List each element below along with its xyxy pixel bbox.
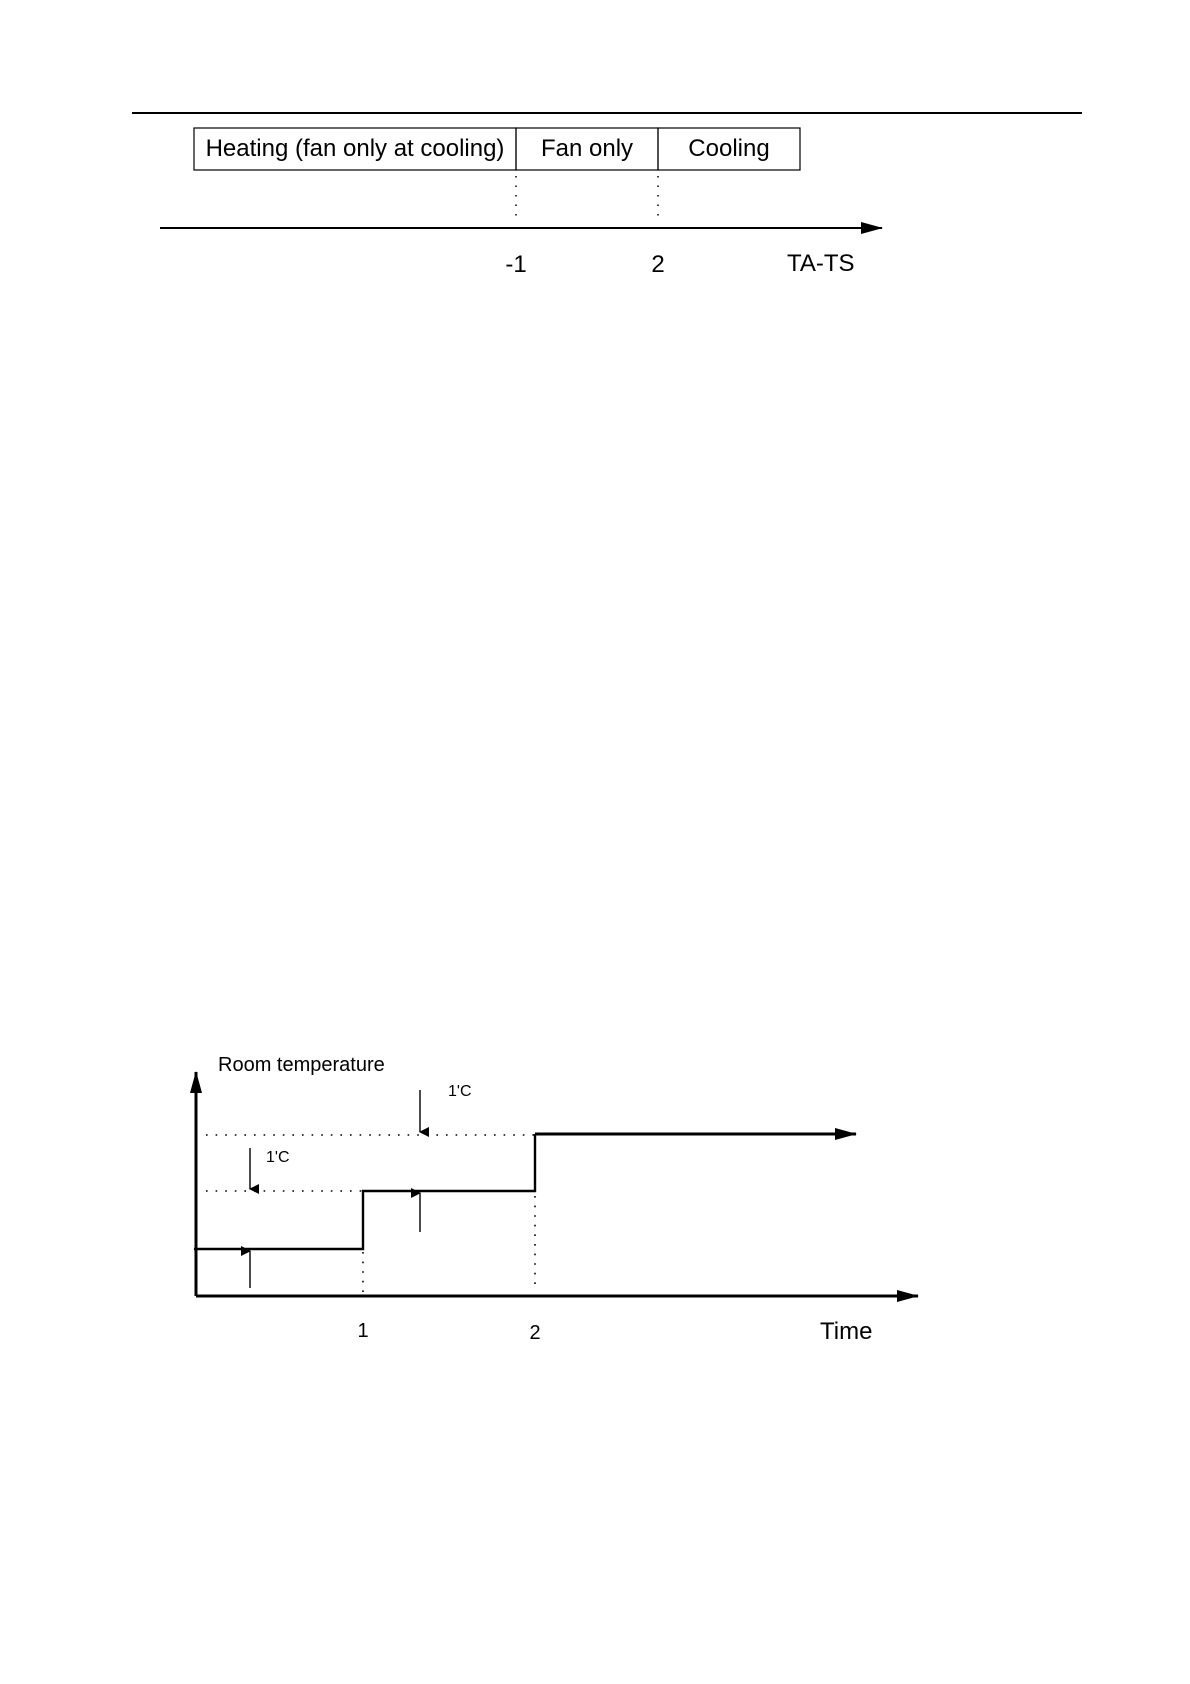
time-tick-1: 1 bbox=[357, 1320, 369, 1342]
time-tick-2: 2 bbox=[529, 1322, 541, 1344]
zone-label-heating: Heating (fan only at cooling) bbox=[205, 135, 505, 162]
x-axis-label: Time bbox=[820, 1318, 873, 1345]
zone-label-cooling: Cooling bbox=[688, 135, 770, 162]
tick-label-2: 2 bbox=[651, 251, 665, 278]
mode-diagram bbox=[160, 128, 882, 278]
y-axis-label: Room temperature bbox=[218, 1054, 385, 1076]
temperature-diagram bbox=[194, 1054, 918, 1345]
zone-label-fan-only: Fan only bbox=[540, 135, 634, 162]
lower-step-label: 1'C bbox=[266, 1149, 290, 1166]
tick-label-neg1: -1 bbox=[505, 251, 527, 278]
axis-label-ta-ts: TA-TS bbox=[787, 250, 855, 277]
upper-step-label: 1'C bbox=[448, 1083, 472, 1100]
